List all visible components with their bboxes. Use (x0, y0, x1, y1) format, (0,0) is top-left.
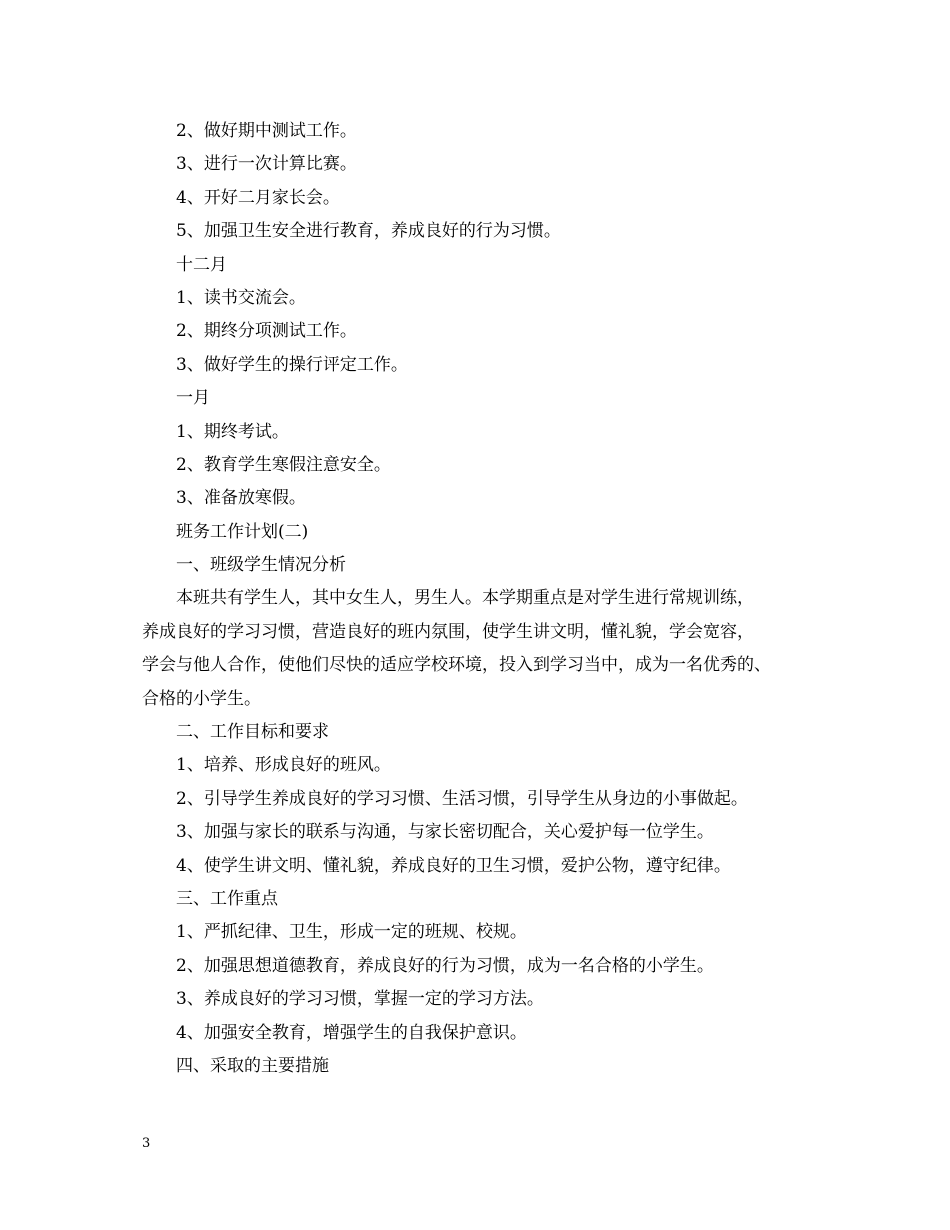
section-heading: 三、工作重点 (176, 888, 278, 909)
document-body (142, 115, 832, 1083)
text-line: 1、严抓纪律、卫生，形成一定的班规、校规。 (176, 922, 527, 943)
text-line: 4、使学生讲文明、懂礼貌，养成良好的卫生习惯，爱护公物，遵守纪律。 (176, 855, 731, 876)
text-line: 1、期终考试。 (176, 421, 289, 442)
text-line: 5、加强卫生安全进行教育，养成良好的行为习惯。 (176, 221, 561, 242)
section-heading: 十二月 (176, 254, 227, 275)
text-line: 2、期终分项测试工作。 (176, 321, 357, 342)
text-line: 4、加强安全教育，增强学生的自我保护意识。 (176, 1022, 527, 1043)
text-line: 1、培养、形成良好的班风。 (176, 755, 391, 776)
text-line: 2、做好期中测试工作。 (176, 121, 357, 141)
page-number: 3 (142, 1136, 151, 1151)
text-line: 3、做好学生的操行评定工作。 (176, 354, 408, 375)
text-line: 4、开好二月家长会。 (176, 187, 340, 208)
paragraph-line: 学会与他人合作，使他们尽快的适应学校环境，投入到学习当中，成为一名优秀的、 (142, 655, 771, 676)
section-heading: 一、班级学生情况分析 (176, 555, 346, 576)
paragraph-line: 养成良好的学习习惯，营造良好的班内氛围，使学生讲文明，懂礼貌，学会宽容， (142, 621, 754, 642)
section-heading: 一月 (176, 388, 210, 409)
text-line: 1、读书交流会。 (176, 287, 306, 308)
text-line: 2、教育学生寒假注意安全。 (176, 454, 391, 475)
text-line: 3、进行一次计算比赛。 (176, 154, 357, 175)
section-heading: 班务工作计划(二) (176, 521, 309, 542)
paragraph-line: 本班共有学生人，其中女生人，男生人。本学期重点是对学生进行常规训练， (176, 588, 754, 609)
section-heading: 二、工作目标和要求 (176, 722, 329, 743)
text-line: 3、养成良好的学习习惯，掌握一定的学习方法。 (176, 989, 544, 1010)
text-line: 2、引导学生养成良好的学习习惯、生活习惯，引导学生从身边的小事做起。 (176, 788, 748, 809)
text-line: 3、加强与家长的联系与沟通，与家长密切配合，关心爱护每一位学生。 (176, 822, 714, 843)
text-line: 3、准备放寒假。 (176, 488, 306, 509)
paragraph-line: 合格的小学生。 (142, 688, 261, 709)
text-line: 2、加强思想道德教育，养成良好的行为习惯，成为一名合格的小学生。 (176, 955, 714, 976)
section-heading: 四、采取的主要措施 (176, 1055, 329, 1076)
